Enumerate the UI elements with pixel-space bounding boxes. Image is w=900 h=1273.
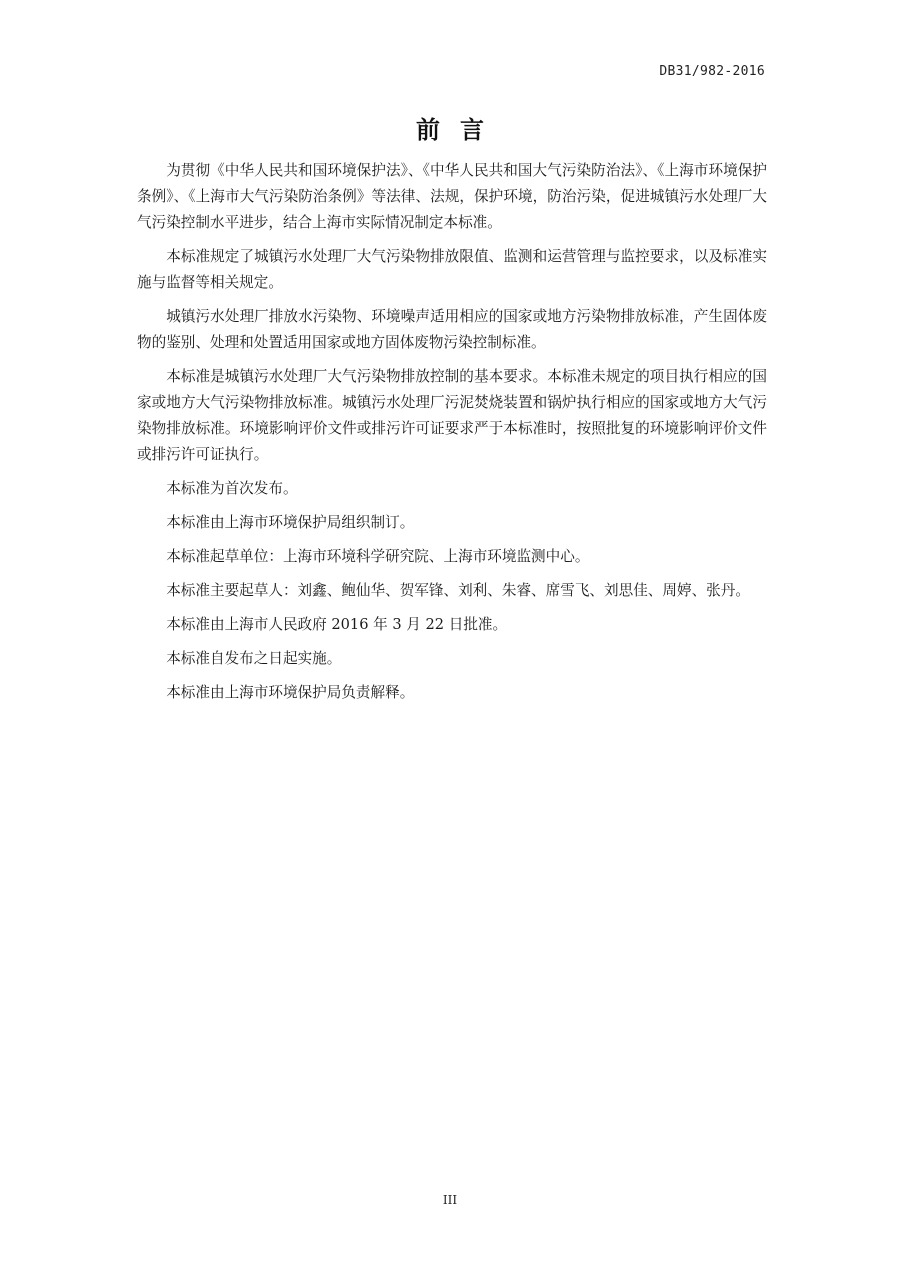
paragraph-first-release: 本标准为首次发布。 [166,480,298,497]
paragraph-basic-requirements: 本标准是城镇污水处理厂大气污染物排放控制的基本要求。本标准未规定的项目执行相应的国家或地方大气污染物排放标准。城镇污水处理厂污泥焚烧装置和锅炉执行相应的国家或地方大气污染物排放标准。环境影响评价文件或排污许可证要求严于本标准时，按照批复的环境影响评价文件或排污许可证执行。 [137,368,767,463]
paragraph-legal-basis: 为贯彻《中华人民共和国环境保护法》、《中华人民共和国大气污染防治法》、《上海市环境保护条例》、《上海市大气污染防治条例》等法律、法规，保护环境，防治污染，促进城镇污水处理厂大气污染控制水平进步，结合上海市实际情况制定本标准。 [137,162,767,231]
paragraph-drafting-units: 本标准起草单位：上海市环境科学研究院、上海市环境监测中心。 [166,548,590,565]
paragraph-interpretation: 本标准由上海市环境保护局负责解释。 [166,684,415,701]
page-number: III [442,1193,458,1207]
foreword-body [137,158,767,714]
document-code: DB31/982-2016 [659,64,765,79]
paragraph-implementation: 本标准自发布之日起实施。 [166,650,342,667]
page-title: 前言 [416,116,504,144]
paragraph-drafters: 本标准主要起草人：刘鑫、鲍仙华、贺军锋、刘利、朱睿、席雪飞、刘思佳、周婷、张丹。 [166,582,750,599]
paragraph-scope: 本标准规定了城镇污水处理厂大气污染物排放限值、监测和运营管理与监控要求，以及标准实施与监督等相关规定。 [137,248,767,291]
paragraph-applicability: 城镇污水处理厂排放水污染物、环境噪声适用相应的国家或地方污染物排放标准，产生固体废物的鉴别、处理和处置适用国家或地方固体废物污染控制标准。 [137,308,767,351]
paragraph-approval: 本标准由上海市人民政府 2016 年 3 月 22 日批准。 [166,616,508,633]
paragraph-organizer: 本标准由上海市环境保护局组织制订。 [166,514,415,531]
